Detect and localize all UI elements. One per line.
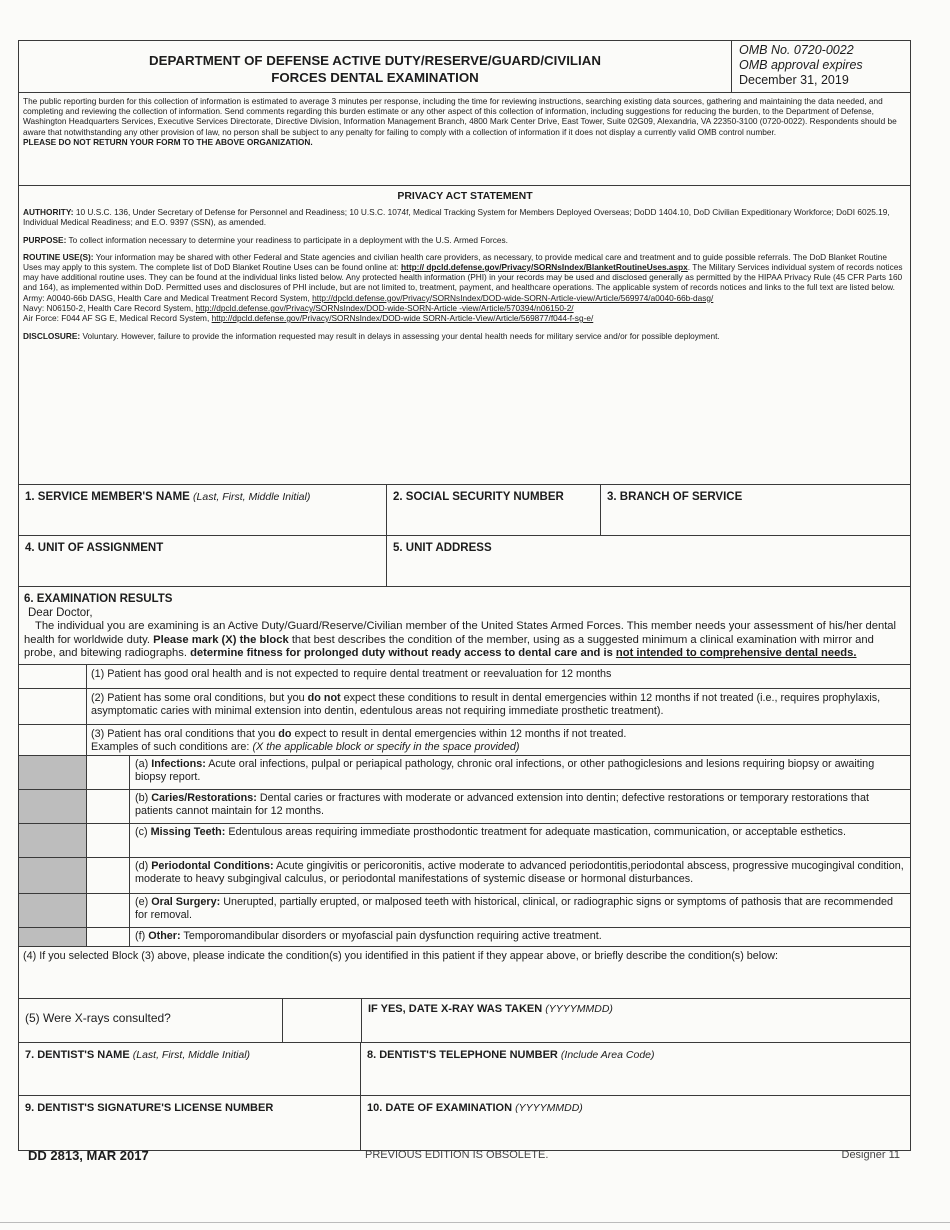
dentist-phone-field[interactable]	[361, 1043, 910, 1095]
ssn-label: 2. SOCIAL SECURITY NUMBER	[393, 491, 564, 503]
army-link[interactable]: http://dpcld.defense.gov/Privacy/SORNsIndex/DOD-wide-SORN-Article-view/Article/569974/a0040-66b-dasg/	[312, 292, 714, 303]
xray-date-field[interactable]	[362, 999, 910, 1042]
disclosure-paragraph	[23, 331, 907, 341]
opt2-a: (2) Patient has some oral conditions, but you	[91, 691, 305, 704]
xray-date-hint: (YYYYMMDD)	[545, 1002, 613, 1015]
unit-address-label: 5. UNIT ADDRESS	[393, 542, 492, 554]
license-number-label: 9. DENTIST'S SIGNATURE'S LICENSE NUMBER	[25, 1101, 274, 1114]
sub-d-bold: Periodontal Conditions:	[151, 859, 274, 872]
scan-edge-line	[0, 1222, 950, 1223]
sub-b-text: Dental caries or fractures with moderate or advanced extension into dentin; defective restorations or temporary restorations that patients cannot maintain for 12 months.	[135, 791, 869, 817]
sub-e-label: (e)	[135, 895, 149, 908]
gray-column	[19, 756, 87, 789]
sub-a-bold: Infections:	[151, 757, 206, 770]
opt3-c: Examples of such conditions are:	[91, 740, 250, 753]
question-5-text: (5) Were X-rays consulted?	[25, 1010, 171, 1025]
option-3-checkbox[interactable]	[19, 725, 87, 755]
xray-question	[19, 999, 283, 1042]
opt3-b: expect to result in dental emergencies within 12 months if not treated.	[294, 727, 627, 740]
form-title	[19, 41, 732, 92]
unit-of-assignment-field[interactable]	[19, 536, 387, 586]
disclosure-text: Voluntary. However, failure to provide the information requested may result in delays in assessing your dental health needs for military service and/or for possible deployment.	[82, 331, 720, 342]
sub-b-label: (b)	[135, 791, 149, 804]
routine-text-a: Your information may be shared with other Federal and State agencies and civilian health care providers, as necessary, to provide medical care and treatment and to guide possible referrals. The DoD Blanket Routine Uses may apply to this system. The complete list of DoD Blanket Routine Uses can be found online at:	[23, 251, 887, 273]
condition-description-field[interactable]	[19, 946, 910, 998]
option-1-text: (1) Patient has good oral health and is not expected to require dental treatment or reevaluation for 12 months	[91, 667, 612, 680]
air-force-record: Air Force: F044 AF SG E, Medical Record System,	[23, 313, 210, 324]
ssn-field[interactable]	[387, 485, 601, 535]
authority-label: AUTHORITY:	[23, 207, 74, 218]
gray-column	[19, 858, 87, 893]
member-info-row	[19, 485, 910, 536]
title-line-1: DEPARTMENT OF DEFENSE ACTIVE DUTY/RESERVE/GUARD/CIVILIAN	[149, 53, 601, 68]
privacy-act-statement	[19, 186, 910, 485]
return-notice: PLEASE DO NOT RETURN YOUR FORM TO THE ABOVE ORGANIZATION.	[23, 136, 313, 147]
condition-f-text	[130, 928, 910, 946]
burden-text: The public reporting burden for this collection of information is estimated to average 3 minutes per response, including the time for reviewing instructions, searching existing data sources, gathering and maintaining the data needed, and completing and reviewing the collection of information. Send comments regarding this burden estimate or any other aspect of this collection of information, including suggestions for reducing the burden, to the Department of Defense, Washington Headquarters Services, Executive Services Directorate, Directive Division, Information Management Branch, 4800 Mark Center Drive, East Tower, Suite 02G09, Alexandria, VA 22350-3100 (0720-0022). Respondents should be aware that notwithstanding any other provision of law, no person shall be subject to any penalty for failing to comply with a collection of information if it does not display a currently valid OMB control number.	[23, 96, 897, 137]
burden-statement	[19, 93, 910, 186]
condition-f-checkbox[interactable]	[87, 928, 130, 946]
omb-block	[732, 41, 910, 92]
dentist-phone-label: 8. DENTIST'S TELEPHONE NUMBER	[367, 1048, 558, 1061]
unit-address-field[interactable]	[387, 536, 910, 586]
condition-d-row	[19, 857, 910, 893]
condition-e-text	[130, 894, 910, 927]
navy-record: Navy: N06150-2, Health Care Record System,	[23, 302, 194, 313]
sub-c-text: Edentulous areas requiring immediate prosthodontic treatment for adequate mastication, communication, or acceptable esthetics.	[228, 825, 846, 838]
designer-tag: Designer 11	[841, 1149, 900, 1161]
option-1-row	[19, 664, 910, 688]
obsolete-notice: PREVIOUS EDITION IS OBSOLETE.	[365, 1149, 549, 1161]
condition-a-text	[130, 756, 910, 789]
condition-b-text	[130, 790, 910, 823]
sub-e-bold: Oral Surgery:	[151, 895, 221, 908]
examination-results-section	[19, 587, 910, 1043]
dentist-info-row	[19, 1043, 910, 1096]
sub-d-label: (d)	[135, 859, 149, 872]
purpose-label: PURPOSE:	[23, 234, 67, 245]
question-4-text: (4) If you selected Block (3) above, please indicate the condition(s) you identified in this patient if they appear above, or briefly describe the condition(s) below:	[23, 949, 779, 962]
sub-f-bold: Other:	[148, 929, 181, 942]
option-3-row	[19, 724, 910, 755]
member-name-label: 1. SERVICE MEMBER'S NAME	[25, 491, 190, 503]
form-id: DD 2813, MAR 2017	[28, 1148, 149, 1163]
sub-e-text: Unerupted, partially erupted, or malposed teeth with historical, clinical, or radiographic signs or symptoms of pathosis that are recommended for removal.	[135, 895, 893, 921]
navy-link[interactable]: http://dpcld.defense.gov/Privacy/SORNsIndex/DOD-wide-SORN-Article -view/Article/570394/n06150-2/	[195, 302, 574, 313]
condition-c-text	[130, 824, 910, 857]
exam-date-hint: (YYYYMMDD)	[515, 1101, 583, 1114]
purpose-text: To collect information necessary to determine your readiness to participate in a deployment with the U.S. Armed Forces.	[68, 234, 508, 245]
branch-label: 3. BRANCH OF SERVICE	[607, 491, 743, 503]
signature-row	[19, 1096, 910, 1150]
exam-date-label: 10. DATE OF EXAMINATION	[367, 1101, 513, 1114]
option-3-text	[87, 725, 910, 755]
intro-bold: Please mark (X) the block	[153, 633, 289, 646]
opt3-a: (3) Patient has oral conditions that you	[91, 727, 276, 740]
condition-a-checkbox[interactable]	[87, 756, 130, 789]
army-record: Army: A0040-66b DASG, Health Care and Medical Treatment Record System,	[23, 292, 310, 303]
gray-column	[19, 894, 87, 927]
omb-number: OMB No. 0720-0022	[739, 43, 854, 57]
routine-label: ROUTINE USE(S):	[23, 251, 94, 262]
service-member-name-field[interactable]	[19, 485, 387, 535]
sub-c-bold: Missing Teeth:	[150, 825, 226, 838]
condition-d-checkbox[interactable]	[87, 858, 130, 893]
intro-text-a: The individual you are examining is an Active Duty/Guard/Reserve/Civilian member of the United States Armed Forces. This member needs your assessment of his/her dental health for worldwide duty.	[24, 620, 897, 646]
license-number-field[interactable]	[19, 1096, 361, 1150]
air-force-link[interactable]: http://dpcld.defense.gov/Privacy/SORNsIndex/DOD-wide SORN-Article-View/Article/569877/f044-f-sg-e/	[211, 313, 594, 324]
condition-b-checkbox[interactable]	[87, 790, 130, 823]
dentist-name-label: 7. DENTIST'S NAME	[25, 1048, 130, 1061]
condition-f-row	[19, 927, 910, 946]
omb-approval: OMB approval expires	[739, 58, 863, 72]
option-2-checkbox[interactable]	[19, 689, 87, 724]
unit-info-row	[19, 536, 910, 587]
form-header	[19, 41, 910, 93]
condition-d-text	[130, 858, 910, 893]
sub-f-text: Temporomandibular disorders or myofascial pain dysfunction requiring active treatment.	[183, 929, 602, 942]
option-2-text	[87, 689, 910, 724]
condition-c-row	[19, 823, 910, 857]
sub-b-bold: Caries/Restorations:	[151, 791, 257, 804]
option-2-row	[19, 688, 910, 724]
xray-row	[19, 998, 910, 1042]
dental-exam-form	[18, 40, 911, 1151]
xray-answer-box[interactable]	[283, 999, 362, 1042]
dentist-phone-hint: (Include Area Code)	[560, 1048, 655, 1061]
exam-title: 6. EXAMINATION RESULTS	[24, 593, 173, 605]
opt3-instruction: (X the applicable block or specify in the space provided)	[252, 740, 520, 753]
salutation: Dear Doctor,	[28, 606, 93, 619]
exam-intro	[19, 587, 910, 664]
purpose-paragraph	[23, 235, 907, 245]
intro-text-b: that best describes the condition of the member, using as a suggested minimum a clinical examination with mirror and probe, and bitewing radiographs.	[24, 633, 874, 659]
title-line-2: FORCES DENTAL EXAMINATION	[271, 70, 479, 85]
authority-text: 10 U.S.C. 136, Under Secretary of Defense for Personnel and Readiness; 10 U.S.C. 1074f, Medical Tracking System for Members Deployed Overseas; DoDD 1404.10, DoD Civilian Expeditionary Workforce; DoDI 6025.19, Individual Medical Readiness; and E.O. 9397 (SSN), as amended.	[23, 207, 890, 228]
dentist-name-field[interactable]	[19, 1043, 361, 1095]
branch-field[interactable]	[601, 485, 910, 535]
condition-c-checkbox[interactable]	[87, 824, 130, 857]
sub-a-text: Acute oral infections, pulpal or periapical pathology, chronic oral infections, or other pathogiclesions and lesions requiring biopsy or awaiting biopsy report.	[135, 757, 875, 783]
option-1-checkbox[interactable]	[19, 665, 87, 688]
sub-f-label: (f)	[135, 929, 146, 942]
condition-e-checkbox[interactable]	[87, 894, 130, 927]
sub-d-text: Acute gingivitis or pericoronitis, active moderate to advanced periodontitis,periodontal abscess, progressive mucogingival condition, moderate to heavy subgingival calculus, or periodontal manifestations of systemic disease or hormonal disturbances.	[135, 859, 904, 885]
gray-column	[19, 928, 87, 946]
disclosure-label: DISCLOSURE:	[23, 331, 81, 342]
xray-date-label: IF YES, DATE X-RAY WAS TAKEN	[368, 1002, 543, 1015]
sub-a-label: (a)	[135, 757, 149, 770]
privacy-title: PRIVACY ACT STATEMENT	[397, 190, 533, 202]
gray-column	[19, 790, 87, 823]
condition-a-row	[19, 755, 910, 789]
opt3-bold: do	[278, 727, 292, 740]
member-name-hint: (Last, First, Middle Initial)	[193, 491, 311, 503]
gray-column	[19, 824, 87, 857]
condition-b-row	[19, 789, 910, 823]
intro-bold-2: determine fitness for prolonged duty without ready access to dental care and is	[190, 647, 613, 659]
authority-paragraph	[23, 207, 907, 227]
exam-date-field[interactable]	[361, 1096, 910, 1150]
condition-e-row	[19, 893, 910, 927]
blanket-routine-uses-link[interactable]: http:// dpcld.defense.gov/Privacy/SORNsIndex/BlanketRoutineUses.aspx	[401, 262, 688, 273]
opt2-bold: do not	[307, 691, 341, 704]
dentist-name-hint: (Last, First, Middle Initial)	[132, 1048, 251, 1061]
routine-text-b: . The Military Services individual system of records notices may have additional routine uses. They can be found at the individual links listed below. Any protected health information (PHI) in your records may be used and disclosed generally as permitted by the HIPAA Privacy Rule (45 CFR Parts 160 and 164), as implemented within DoD. Permitted uses and disclosures of PHI include, but are not limited to, treatment, payment, and healthcare operations. The applicable system of records notices and links to the full text are listed below.	[23, 262, 903, 293]
unit-assignment-label: 4. UNIT OF ASSIGNMENT	[25, 542, 164, 554]
opt2-b: expect these conditions to result in dental emergencies within 12 months if not treated (i.e., requires prophylaxis, asymptomatic caries with minimal extension into dentin, edentulous areas not requiring immediate prosthetic treatment).	[91, 691, 881, 717]
routine-uses-paragraph	[23, 252, 907, 323]
sub-c-label: (c)	[135, 825, 148, 838]
intro-underlined: not intended to comprehensive dental needs.	[615, 647, 857, 659]
omb-date: December 31, 2019	[739, 73, 849, 87]
intro-paragraph	[24, 620, 905, 664]
